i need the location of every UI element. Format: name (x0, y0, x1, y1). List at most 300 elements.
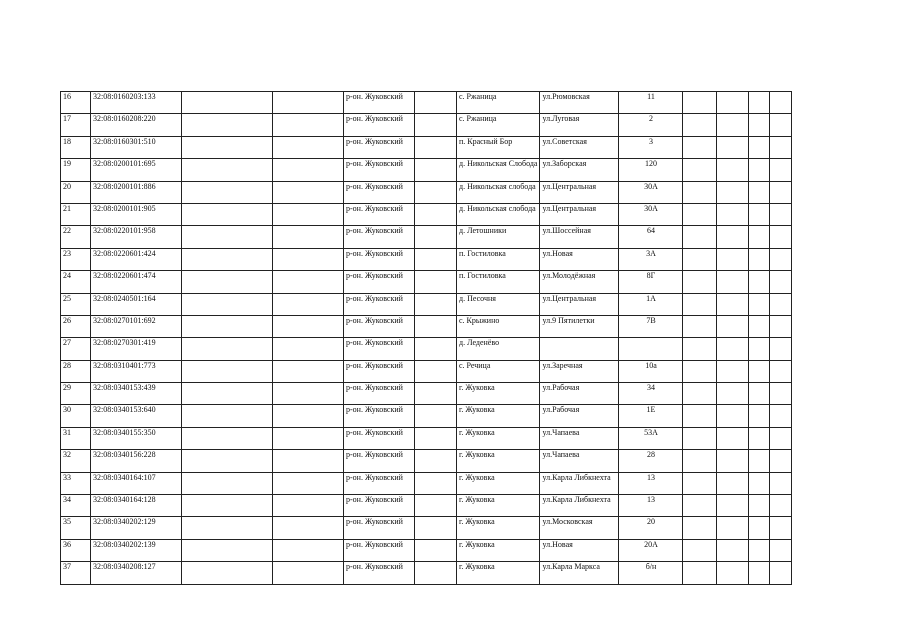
table-row (61, 114, 792, 136)
settlement-cell: г. Жуковка (457, 495, 540, 517)
table-row (61, 271, 792, 293)
blank-cell (749, 338, 770, 360)
settlement-cell: г. Жуковка (457, 405, 540, 427)
house-cell: 120 (619, 159, 683, 181)
blank-cell (182, 92, 273, 114)
settlement-cell: д. Никольская слобода (457, 203, 540, 225)
blank-cell (415, 271, 457, 293)
blank-cell (182, 338, 273, 360)
table-row (61, 562, 792, 584)
district-cell: р-он. Жуковский (344, 315, 415, 337)
blank-cell (683, 517, 717, 539)
blank-cell (770, 315, 792, 337)
blank-cell (182, 293, 273, 315)
street-cell: ул.Шоссейная (540, 226, 619, 248)
registry-body (61, 92, 792, 585)
row-number: 26 (61, 315, 91, 337)
blank-cell (749, 539, 770, 561)
house-cell: б/н (619, 562, 683, 584)
blank-cell (415, 114, 457, 136)
house-cell: 3А (619, 248, 683, 270)
cadastral-number: 32:08:0340164:128 (91, 495, 182, 517)
blank-cell (273, 203, 344, 225)
blank-cell (770, 136, 792, 158)
street-cell: ул.Карла Либкнехта (540, 495, 619, 517)
table-row (61, 517, 792, 539)
house-cell: 13 (619, 472, 683, 494)
cadastral-number: 32:08:0340155:350 (91, 427, 182, 449)
property-registry-table (60, 91, 792, 585)
blank-cell (273, 383, 344, 405)
blank-cell (770, 383, 792, 405)
blank-cell (273, 539, 344, 561)
blank-cell (683, 248, 717, 270)
blank-cell (273, 562, 344, 584)
blank-cell (749, 427, 770, 449)
district-cell: р-он. Жуковский (344, 383, 415, 405)
cadastral-number: 32:08:0200101:886 (91, 181, 182, 203)
cadastral-number: 32:08:0160203:133 (91, 92, 182, 114)
settlement-cell: д. Песочня (457, 293, 540, 315)
blank-cell (683, 136, 717, 158)
blank-cell (415, 315, 457, 337)
blank-cell (770, 539, 792, 561)
blank-cell (749, 383, 770, 405)
table-row (61, 136, 792, 158)
blank-cell (182, 114, 273, 136)
settlement-cell: п. Гостиловка (457, 271, 540, 293)
row-number: 34 (61, 495, 91, 517)
blank-cell (717, 271, 749, 293)
blank-cell (683, 159, 717, 181)
blank-cell (770, 427, 792, 449)
street-cell: ул.Новая (540, 539, 619, 561)
district-cell: р-он. Жуковский (344, 517, 415, 539)
blank-cell (683, 383, 717, 405)
house-cell: 20А (619, 539, 683, 561)
settlement-cell: г. Жуковка (457, 539, 540, 561)
settlement-cell: г. Жуковка (457, 562, 540, 584)
row-number: 29 (61, 383, 91, 405)
row-number: 23 (61, 248, 91, 270)
blank-cell (273, 136, 344, 158)
settlement-cell: с. Ржаница (457, 114, 540, 136)
blank-cell (717, 226, 749, 248)
blank-cell (273, 338, 344, 360)
blank-cell (770, 226, 792, 248)
table-row (61, 472, 792, 494)
blank-cell (273, 315, 344, 337)
blank-cell (415, 427, 457, 449)
blank-cell (749, 92, 770, 114)
street-cell: ул.Молодёжная (540, 271, 619, 293)
cadastral-number: 32:08:0310401:773 (91, 360, 182, 382)
blank-cell (683, 450, 717, 472)
table-row (61, 226, 792, 248)
row-number: 18 (61, 136, 91, 158)
cadastral-number: 32:08:0160208:220 (91, 114, 182, 136)
district-cell: р-он. Жуковский (344, 562, 415, 584)
blank-cell (182, 271, 273, 293)
district-cell: р-он. Жуковский (344, 360, 415, 382)
blank-cell (770, 203, 792, 225)
district-cell: р-он. Жуковский (344, 472, 415, 494)
blank-cell (415, 203, 457, 225)
blank-cell (770, 495, 792, 517)
street-cell: ул.Рабочая (540, 383, 619, 405)
street-cell: ул.Чапаева (540, 450, 619, 472)
blank-cell (717, 450, 749, 472)
blank-cell (717, 114, 749, 136)
blank-cell (770, 562, 792, 584)
blank-cell (273, 360, 344, 382)
blank-cell (415, 136, 457, 158)
blank-cell (273, 159, 344, 181)
table-row (61, 360, 792, 382)
row-number: 17 (61, 114, 91, 136)
street-cell: ул.Новая (540, 248, 619, 270)
settlement-cell: п. Гостиловка (457, 248, 540, 270)
cadastral-number: 32:08:0340208:127 (91, 562, 182, 584)
table-row (61, 293, 792, 315)
blank-cell (770, 92, 792, 114)
blank-cell (182, 226, 273, 248)
blank-cell (683, 427, 717, 449)
blank-cell (770, 405, 792, 427)
blank-cell (182, 450, 273, 472)
row-number: 30 (61, 405, 91, 427)
blank-cell (415, 383, 457, 405)
blank-cell (749, 226, 770, 248)
row-number: 33 (61, 472, 91, 494)
cadastral-number: 32:08:0160301:510 (91, 136, 182, 158)
cadastral-number: 32:08:0340153:439 (91, 383, 182, 405)
blank-cell (182, 472, 273, 494)
cadastral-number: 32:08:0220601:424 (91, 248, 182, 270)
district-cell: р-он. Жуковский (344, 271, 415, 293)
blank-cell (415, 181, 457, 203)
blank-cell (415, 450, 457, 472)
district-cell: р-он. Жуковский (344, 181, 415, 203)
street-cell: ул.9 Пятилетки (540, 315, 619, 337)
table-row (61, 203, 792, 225)
blank-cell (182, 517, 273, 539)
blank-cell (415, 293, 457, 315)
blank-cell (182, 360, 273, 382)
table-row (61, 539, 792, 561)
row-number: 21 (61, 203, 91, 225)
blank-cell (683, 315, 717, 337)
blank-cell (749, 114, 770, 136)
blank-cell (182, 405, 273, 427)
blank-cell (717, 92, 749, 114)
blank-cell (683, 495, 717, 517)
blank-cell (749, 159, 770, 181)
blank-cell (415, 92, 457, 114)
district-cell: р-он. Жуковский (344, 248, 415, 270)
cadastral-number: 32:08:0220101:958 (91, 226, 182, 248)
blank-cell (182, 181, 273, 203)
house-cell: 30А (619, 203, 683, 225)
blank-cell (683, 472, 717, 494)
blank-cell (749, 203, 770, 225)
cadastral-number: 32:08:0270101:692 (91, 315, 182, 337)
district-cell: р-он. Жуковский (344, 136, 415, 158)
blank-cell (749, 405, 770, 427)
house-cell: 53А (619, 427, 683, 449)
blank-cell (683, 539, 717, 561)
district-cell: р-он. Жуковский (344, 92, 415, 114)
settlement-cell: с. Речица (457, 360, 540, 382)
settlement-cell: с. Ржаница (457, 92, 540, 114)
blank-cell (273, 450, 344, 472)
street-cell: ул.Рабочая (540, 405, 619, 427)
house-cell: 64 (619, 226, 683, 248)
blank-cell (749, 315, 770, 337)
blank-cell (683, 293, 717, 315)
house-cell: 7В (619, 315, 683, 337)
blank-cell (415, 338, 457, 360)
blank-cell (749, 293, 770, 315)
blank-cell (717, 293, 749, 315)
blank-cell (717, 360, 749, 382)
blank-cell (683, 405, 717, 427)
blank-cell (182, 248, 273, 270)
settlement-cell: г. Жуковка (457, 472, 540, 494)
blank-cell (415, 226, 457, 248)
blank-cell (770, 360, 792, 382)
blank-cell (273, 405, 344, 427)
house-cell: 34 (619, 383, 683, 405)
district-cell: р-он. Жуковский (344, 203, 415, 225)
blank-cell (273, 114, 344, 136)
blank-cell (182, 203, 273, 225)
blank-cell (749, 495, 770, 517)
street-cell: ул.Центральная (540, 293, 619, 315)
table-row (61, 248, 792, 270)
blank-cell (717, 539, 749, 561)
house-cell: 3 (619, 136, 683, 158)
blank-cell (683, 562, 717, 584)
district-cell: р-он. Жуковский (344, 293, 415, 315)
blank-cell (717, 136, 749, 158)
row-number: 31 (61, 427, 91, 449)
blank-cell (717, 338, 749, 360)
blank-cell (717, 495, 749, 517)
row-number: 35 (61, 517, 91, 539)
blank-cell (770, 472, 792, 494)
table-row (61, 427, 792, 449)
cadastral-number: 32:08:0240501:164 (91, 293, 182, 315)
blank-cell (683, 226, 717, 248)
settlement-cell: с. Крыжино (457, 315, 540, 337)
house-cell: 8Г (619, 271, 683, 293)
blank-cell (749, 136, 770, 158)
blank-cell (717, 427, 749, 449)
blank-cell (415, 517, 457, 539)
cadastral-number: 32:08:0200101:695 (91, 159, 182, 181)
table-row (61, 92, 792, 114)
blank-cell (273, 293, 344, 315)
blank-cell (770, 293, 792, 315)
blank-cell (273, 181, 344, 203)
blank-cell (717, 315, 749, 337)
blank-cell (770, 248, 792, 270)
blank-cell (717, 383, 749, 405)
blank-cell (182, 383, 273, 405)
cadastral-number: 32:08:0340202:139 (91, 539, 182, 561)
blank-cell (415, 539, 457, 561)
row-number: 19 (61, 159, 91, 181)
blank-cell (749, 562, 770, 584)
blank-cell (182, 562, 273, 584)
blank-cell (717, 472, 749, 494)
blank-cell (749, 248, 770, 270)
table-row (61, 181, 792, 203)
settlement-cell: д. Никольская слобода (457, 181, 540, 203)
house-cell: 20 (619, 517, 683, 539)
district-cell: р-он. Жуковский (344, 405, 415, 427)
table-row (61, 495, 792, 517)
street-cell: ул.Советская (540, 136, 619, 158)
blank-cell (770, 517, 792, 539)
street-cell: ул.Центральная (540, 203, 619, 225)
blank-cell (770, 159, 792, 181)
district-cell: р-он. Жуковский (344, 427, 415, 449)
blank-cell (717, 517, 749, 539)
blank-cell (415, 562, 457, 584)
blank-cell (770, 450, 792, 472)
settlement-cell: г. Жуковка (457, 427, 540, 449)
house-cell (619, 338, 683, 360)
house-cell: 28 (619, 450, 683, 472)
cadastral-number: 32:08:0340156:228 (91, 450, 182, 472)
blank-cell (770, 114, 792, 136)
settlement-cell: д. Никольская Слобода (457, 159, 540, 181)
row-number: 25 (61, 293, 91, 315)
street-cell: ул.Луговая (540, 114, 619, 136)
blank-cell (182, 159, 273, 181)
table-row (61, 405, 792, 427)
blank-cell (415, 405, 457, 427)
row-number: 27 (61, 338, 91, 360)
blank-cell (770, 271, 792, 293)
blank-cell (683, 114, 717, 136)
house-cell: 2 (619, 114, 683, 136)
blank-cell (273, 427, 344, 449)
street-cell: ул.Чапаева (540, 427, 619, 449)
blank-cell (717, 562, 749, 584)
blank-cell (749, 360, 770, 382)
house-cell: 11 (619, 92, 683, 114)
blank-cell (182, 136, 273, 158)
blank-cell (683, 360, 717, 382)
blank-cell (415, 495, 457, 517)
blank-cell (273, 472, 344, 494)
cadastral-number: 32:08:0340164:107 (91, 472, 182, 494)
district-cell: р-он. Жуковский (344, 114, 415, 136)
settlement-cell: д. Летошники (457, 226, 540, 248)
blank-cell (749, 181, 770, 203)
house-cell: 1Е (619, 405, 683, 427)
table-row (61, 159, 792, 181)
blank-cell (749, 271, 770, 293)
street-cell: ул.Карла Либкнехта (540, 472, 619, 494)
row-number: 22 (61, 226, 91, 248)
row-number: 24 (61, 271, 91, 293)
cadastral-number: 32:08:0270301:419 (91, 338, 182, 360)
table-row (61, 338, 792, 360)
settlement-cell: д. Леденёво (457, 338, 540, 360)
cadastral-number: 32:08:0340153:640 (91, 405, 182, 427)
row-number: 28 (61, 360, 91, 382)
row-number: 32 (61, 450, 91, 472)
blank-cell (415, 472, 457, 494)
street-cell: ул.Заборская (540, 159, 619, 181)
blank-cell (683, 203, 717, 225)
blank-cell (683, 92, 717, 114)
blank-cell (683, 338, 717, 360)
blank-cell (273, 92, 344, 114)
blank-cell (273, 248, 344, 270)
blank-cell (717, 203, 749, 225)
blank-cell (717, 181, 749, 203)
blank-cell (273, 517, 344, 539)
street-cell: ул.Рюмовская (540, 92, 619, 114)
blank-cell (182, 427, 273, 449)
row-number: 16 (61, 92, 91, 114)
settlement-cell: г. Жуковка (457, 517, 540, 539)
house-cell: 30А (619, 181, 683, 203)
row-number: 20 (61, 181, 91, 203)
blank-cell (182, 539, 273, 561)
cadastral-number: 32:08:0200101:905 (91, 203, 182, 225)
blank-cell (749, 450, 770, 472)
blank-cell (182, 315, 273, 337)
street-cell: ул.Карла Маркса (540, 562, 619, 584)
street-cell: ул.Московская (540, 517, 619, 539)
cadastral-number: 32:08:0340202:129 (91, 517, 182, 539)
district-cell: р-он. Жуковский (344, 539, 415, 561)
house-cell: 10а (619, 360, 683, 382)
blank-cell (770, 338, 792, 360)
district-cell: р-он. Жуковский (344, 159, 415, 181)
blank-cell (717, 405, 749, 427)
blank-cell (749, 517, 770, 539)
blank-cell (717, 248, 749, 270)
house-cell: 1А (619, 293, 683, 315)
settlement-cell: г. Жуковка (457, 450, 540, 472)
table-row (61, 315, 792, 337)
blank-cell (273, 271, 344, 293)
blank-cell (415, 159, 457, 181)
cadastral-number: 32:08:0220601:474 (91, 271, 182, 293)
district-cell: р-он. Жуковский (344, 226, 415, 248)
blank-cell (273, 226, 344, 248)
street-cell: ул.Центральная (540, 181, 619, 203)
row-number: 37 (61, 562, 91, 584)
table-row (61, 383, 792, 405)
settlement-cell: п. Красный Бор (457, 136, 540, 158)
blank-cell (683, 181, 717, 203)
blank-cell (415, 360, 457, 382)
district-cell: р-он. Жуковский (344, 495, 415, 517)
blank-cell (273, 495, 344, 517)
table-row (61, 450, 792, 472)
house-cell: 13 (619, 495, 683, 517)
blank-cell (717, 159, 749, 181)
blank-cell (749, 472, 770, 494)
